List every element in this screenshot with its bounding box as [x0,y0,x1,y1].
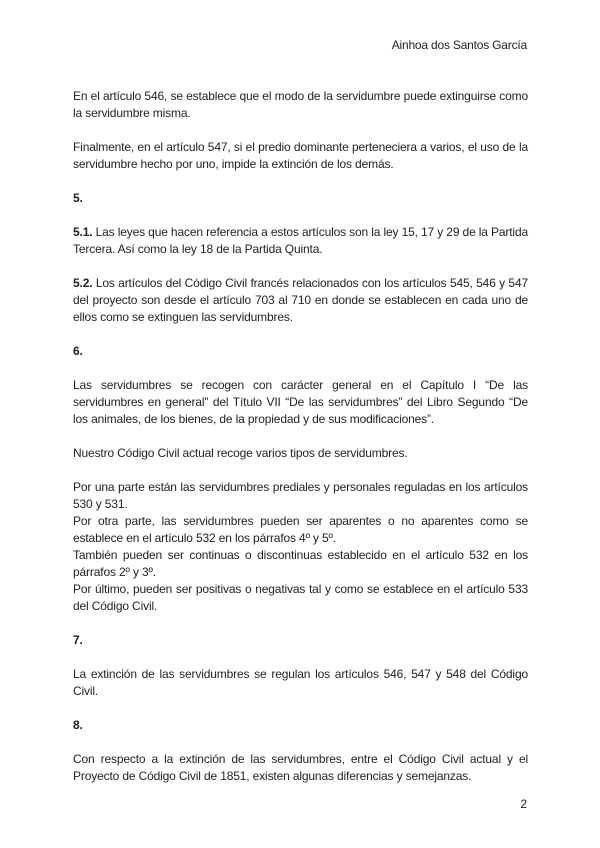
paragraph: Con respecto a la extinción de las servidumbres, entre el Código Civil actual y el Proyecto de Código Civil de 1851, existen algunas diferencias y semejanzas. [73,752,528,783]
paragraph-5-2 [73,275,528,326]
subsection-number: 5.1. [73,225,93,239]
paragraph: La extinción de las servidumbres se regulan los artículos 546, 547 y 548 del Código Civil. [73,667,528,698]
paragraph: Las servidumbres se recogen con carácter general en el Capítulo I “De las servidumbres en general” del Título VII “De las servidumbres” del Libro Segundo “De los animales, de los bienes, de la propiedad y de sus modificaciones”. [73,378,528,426]
section-heading-6: 6. [73,344,83,358]
paragraph: Nuestro Código Civil actual recoge varios tipos de servidumbres. [73,446,408,460]
paragraph: Por una parte están las servidumbres prediales y personales reguladas en los artículos 530 y 531. [73,480,528,511]
paragraph: Por último, pueden ser positivas o negativas tal y como se establece en el artículo 533 del Código Civil. [73,582,528,613]
paragraph: Finalmente, en el artículo 547, si el predio dominante perteneciera a varios, el uso de la servidumbre hecho por uno, impide la extinción de los demás. [73,140,528,171]
subsection-number: 5.2. [73,276,93,290]
section-heading-5: 5. [73,191,83,205]
page-number: 2 [520,797,527,811]
section-heading-7: 7. [73,633,83,647]
paragraph-text: Las leyes que hacen referencia a estos artículos son la ley 15, 17 y 29 de la Partida Tercera. Así como la ley 18 de la Partida Quinta. [73,225,528,256]
paragraph: En el artículo 546, se establece que el modo de la servidumbre puede extinguirse como la servidumbre misma. [73,89,528,120]
section-heading-8: 8. [73,718,83,732]
paragraph: Por otra parte, las servidumbres pueden ser aparentes o no aparentes como se establece en el artículo 532 en los párrafos 4º y 5º. [73,514,528,545]
paragraph: También pueden ser continuas o discontinuas establecido en el artículo 532 en los párrafos 2º y 3º. [73,548,528,579]
paragraph-text: Los artículos del Código Civil francés relacionados con los artículos 545, 546 y 547 del proyecto son desde el artículo 703 al 710 en donde se establecen en cada uno de ellos como se extinguen las servidumbres. [73,276,528,324]
paragraph-5-1 [73,224,528,258]
running-header-author: Ainhoa dos Santos García [391,38,527,52]
document-body [73,88,528,785]
